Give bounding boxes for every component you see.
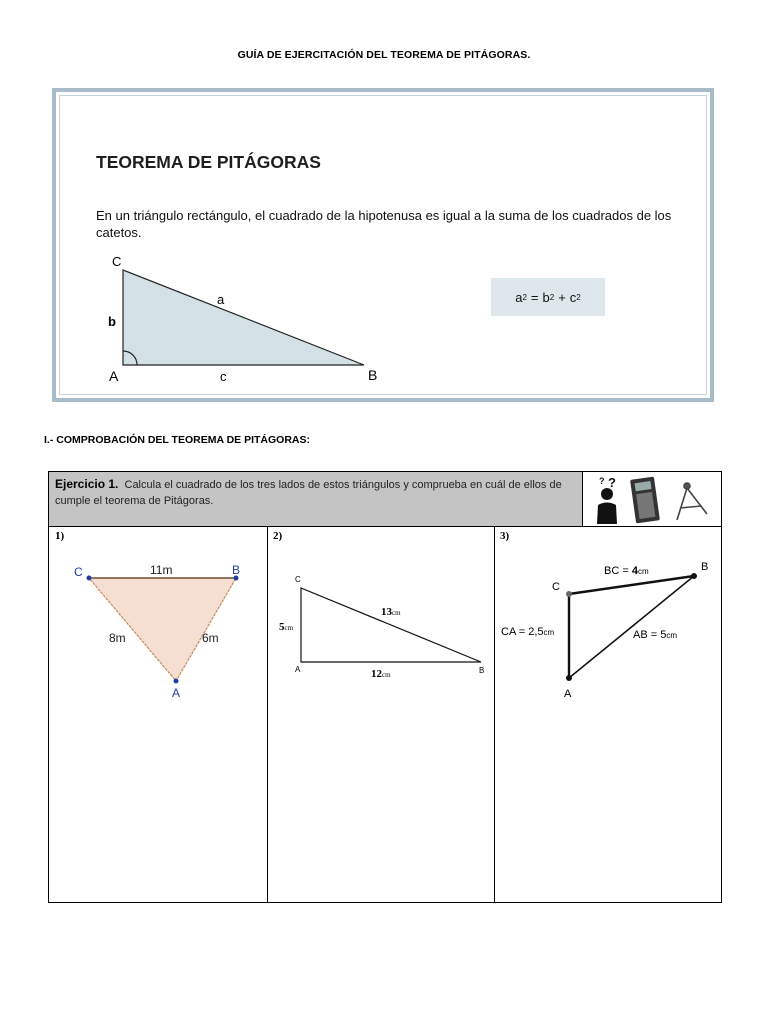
side-top-label: 11m xyxy=(150,563,173,577)
exercise-table xyxy=(48,471,722,903)
formula-equals: = xyxy=(530,289,539,305)
exercise-header xyxy=(49,472,583,526)
triangle-2 xyxy=(271,566,491,686)
vertex-a-label: A xyxy=(172,686,181,700)
question-mark-small: ? xyxy=(599,476,605,486)
formula-exp-b: 2 xyxy=(549,292,555,302)
cell-number-2: 2) xyxy=(273,530,283,542)
cell-number-3: 3) xyxy=(500,530,510,542)
side-base-label: 12cm xyxy=(371,668,391,680)
formula-plus: + xyxy=(558,289,566,305)
vertex-c-label: C xyxy=(112,254,122,269)
cell-number-1: 1) xyxy=(55,530,65,542)
side-left-label: 8m xyxy=(109,631,126,645)
calculator-icon xyxy=(630,477,660,524)
point-c xyxy=(87,576,92,581)
side-hyp-label: 13cm xyxy=(381,606,401,618)
vertex-c-label: C xyxy=(295,575,301,584)
vertex-a-label: A xyxy=(564,688,572,700)
vertex-b-label: B xyxy=(701,561,709,573)
pythagoras-formula xyxy=(491,278,605,316)
formula-exp-c: 2 xyxy=(576,292,581,302)
vertex-b-label: B xyxy=(479,666,485,675)
formula-exp-a: 2 xyxy=(522,292,527,302)
side-ab-label: AB = 5cm xyxy=(633,629,677,641)
point-a xyxy=(174,679,179,684)
triangle-3 xyxy=(499,556,721,706)
hypotenuse-label: a xyxy=(217,292,225,307)
vertex-c-label: C xyxy=(74,565,83,579)
leg-b-label: b xyxy=(108,314,116,329)
vertex-b-label: B xyxy=(232,563,241,577)
side-bc-label: BC = 4cm xyxy=(604,565,649,577)
formula-c: c xyxy=(569,289,577,305)
side-left-label: 5cm xyxy=(279,621,294,633)
exercise-label: Ejercicio 1. xyxy=(55,477,119,491)
theorem-statement: En un triángulo rectángulo, el cuadrado de la hipotenusa es igual a la suma de los cuadrados de los catetos. xyxy=(96,208,672,240)
exercise-icons xyxy=(583,472,721,526)
side-ca-label: CA = 2,5cm xyxy=(501,626,555,638)
theorem-box xyxy=(52,88,714,402)
question-mark: ? xyxy=(608,475,616,490)
vertex-b-label: B xyxy=(368,367,378,383)
point-a xyxy=(566,675,572,681)
section-title: I.- COMPROBACIÓN DEL TEOREMA DE PITÁGORAS: xyxy=(44,434,311,446)
point-b xyxy=(691,573,697,579)
exercise-instruction: Calcula el cuadrado de los tres lados de estos triángulos y comprueba en cuál de ellos de cumple el teorema de Pitágoras. xyxy=(55,479,562,507)
right-triangle-diagram xyxy=(96,247,396,387)
side-right-label: 6m xyxy=(202,631,219,645)
theorem-title: TEOREMA DE PITÁGORAS xyxy=(96,152,321,172)
right-triangle-shape xyxy=(123,270,364,365)
vertex-a-label: A xyxy=(109,368,119,384)
column-divider-1 xyxy=(267,526,268,902)
point-c xyxy=(566,591,572,597)
header-divider xyxy=(49,526,721,527)
exercise-instruction-block xyxy=(55,476,579,509)
formula-b: b xyxy=(542,289,550,305)
triangle-2-shape xyxy=(301,588,481,662)
formula-a: a xyxy=(515,289,523,305)
page-title: GUÍA DE EJERCITACIÓN DEL TEOREMA DE PITÁGORAS. xyxy=(237,49,531,61)
vertex-c-label: C xyxy=(552,581,560,593)
triangle-1 xyxy=(59,556,259,706)
column-divider-2 xyxy=(494,526,495,902)
leg-c-label: c xyxy=(220,369,227,384)
thinking-person-icon xyxy=(597,475,617,524)
vertex-a-label: A xyxy=(295,665,301,674)
triangle-1-shape xyxy=(89,578,236,681)
compass-icon xyxy=(677,483,707,520)
